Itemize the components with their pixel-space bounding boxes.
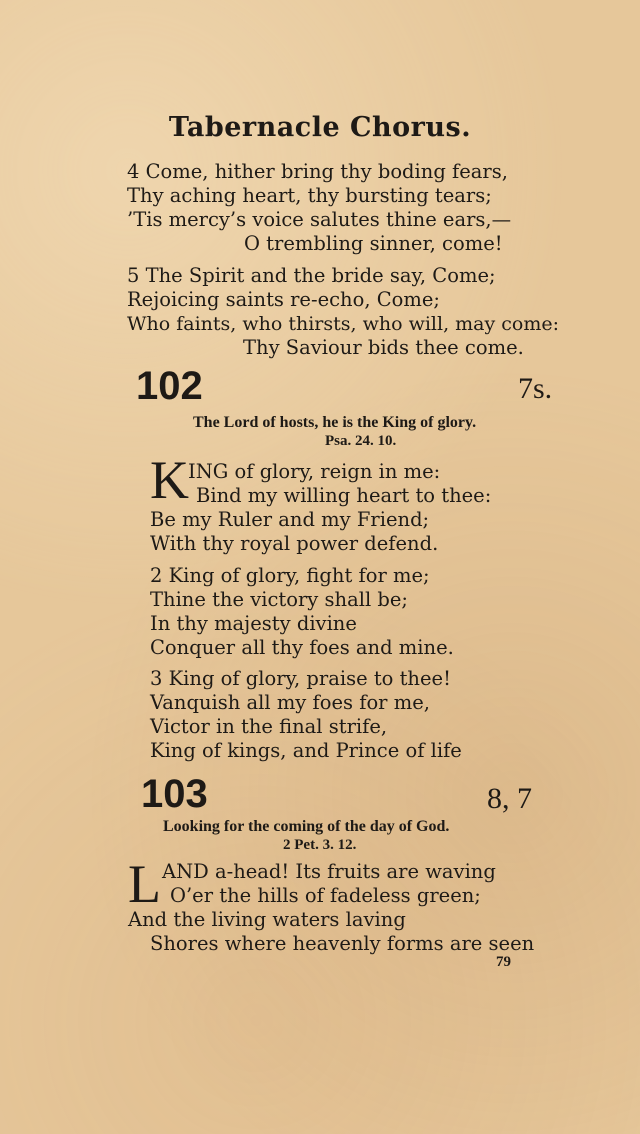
verse-line: ING of glory, reign in me:	[188, 460, 441, 483]
hymn-epigraph: Looking for the coming of the day of God.	[163, 818, 450, 835]
verse-line: 5 The Spirit and the bride say, Come;	[127, 264, 496, 287]
scripture-reference: Psa. 24. 10.	[325, 433, 397, 449]
hymn-number: 102	[136, 364, 203, 408]
verse-line: And the living waters laving	[128, 908, 406, 931]
verse-line: 4 Come, hither bring thy boding fears,	[127, 160, 508, 183]
scripture-reference: 2 Pet. 3. 12.	[283, 837, 357, 853]
verse-line: Shores where heavenly forms are seen	[150, 932, 535, 955]
hymn-meter: 8, 7	[487, 782, 532, 815]
verse-line: Who faints, who thirsts, who will, may come:	[127, 313, 560, 335]
verse-line: Thy Saviour bids thee come.	[243, 336, 524, 359]
verse-line: Bind my willing heart to thee:	[196, 484, 492, 507]
verse-line: AND a-head! Its fruits are waving	[162, 860, 496, 883]
verse-line: Conquer all thy foes and mine.	[150, 636, 454, 659]
verse-line: Victor in the final strife,	[150, 715, 388, 738]
verse-line: Be my Ruler and my Friend;	[150, 508, 430, 531]
verse-line: O’er the hills of fadeless green;	[170, 884, 481, 907]
verse-line: King of kings, and Prince of life	[150, 739, 462, 762]
running-head: Tabernacle Chorus.	[168, 112, 472, 143]
verse-line: In thy majesty divine	[150, 612, 357, 635]
drop-cap: L	[128, 854, 161, 914]
hymn-meter: 7s.	[518, 372, 553, 405]
verse-line: Rejoicing saints re-echo, Come;	[127, 288, 440, 311]
verse-line: 3 King of glory, praise to thee!	[150, 667, 451, 690]
verse-line: 2 King of glory, fight for me;	[150, 564, 430, 587]
verse-line: With thy royal power defend.	[150, 532, 439, 555]
hymn-epigraph: The Lord of hosts, he is the King of glory.	[193, 414, 477, 431]
verse-line: Vanquish all my foes for me,	[150, 691, 430, 714]
drop-cap: K	[150, 450, 189, 510]
verse-line: Thine the victory shall be;	[150, 588, 408, 611]
verse-line: ’Tis mercy’s voice salutes thine ears,—	[127, 208, 512, 231]
hymn-number: 103	[141, 772, 208, 816]
verse-line: Thy aching heart, thy bursting tears;	[127, 184, 492, 207]
page-number: 79	[496, 954, 511, 970]
verse-line: O trembling sinner, come!	[244, 232, 503, 255]
